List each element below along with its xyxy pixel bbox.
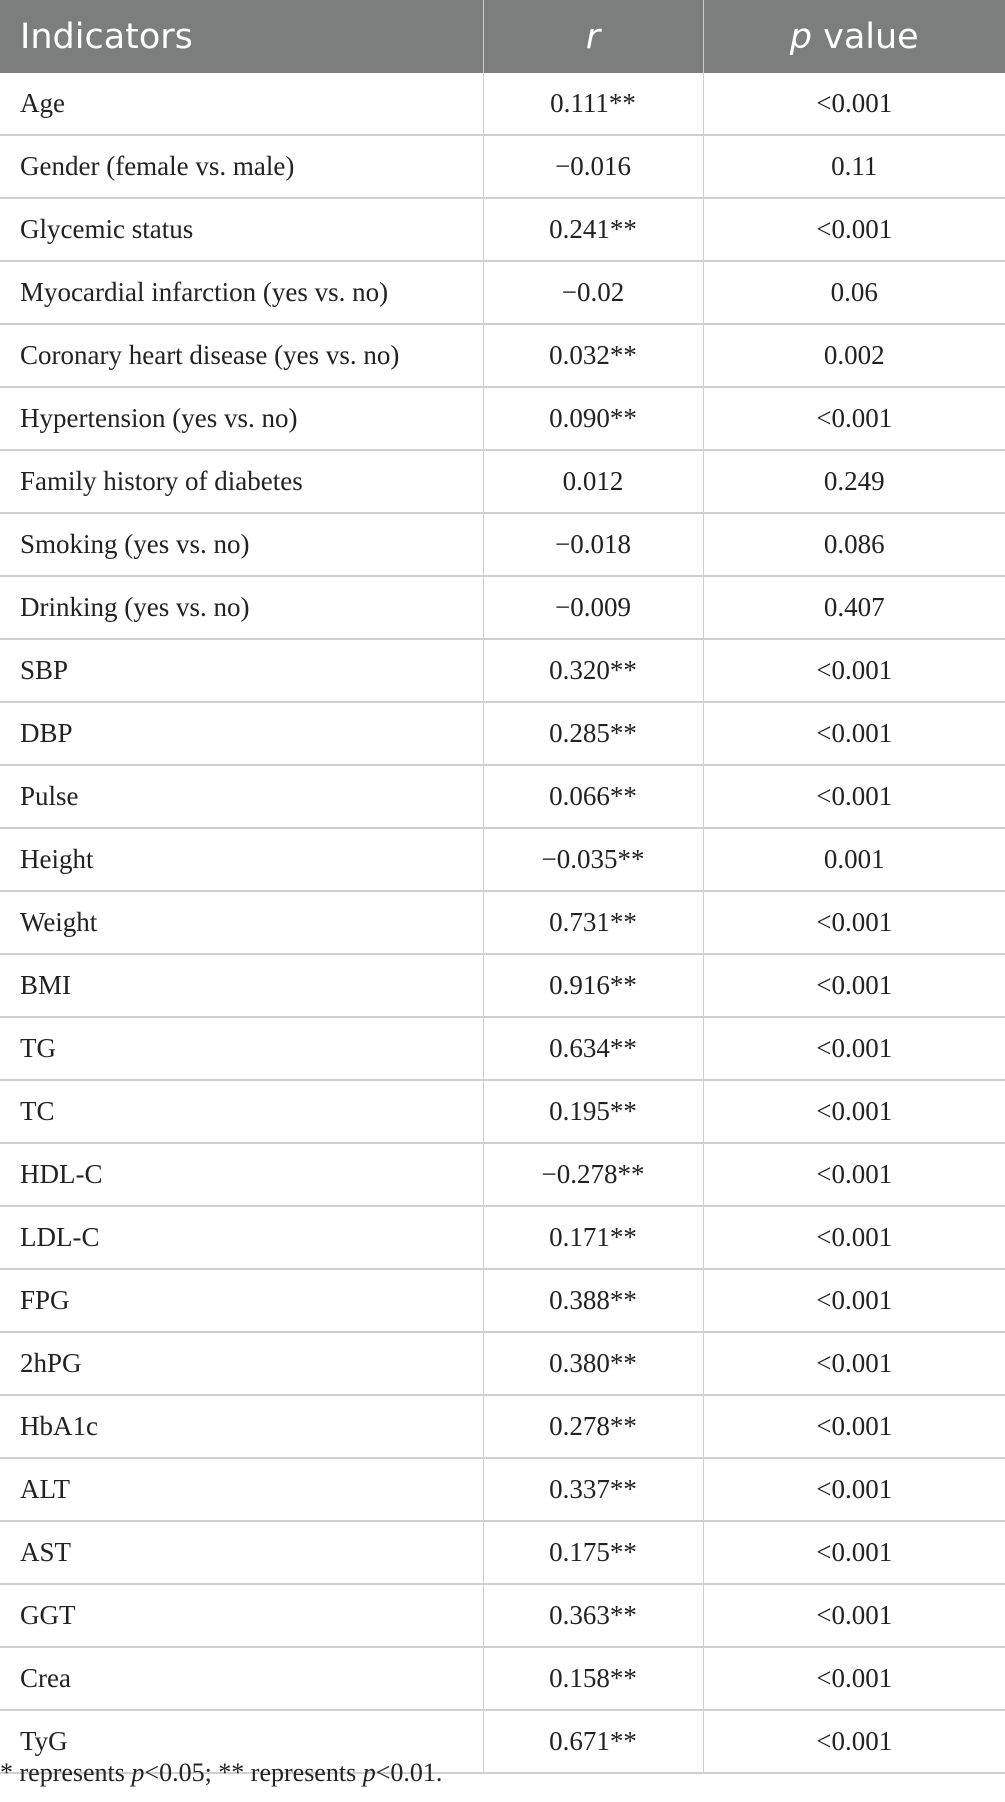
table-row — [0, 1395, 1005, 1458]
cell-p-value: <0.001 — [703, 1269, 1005, 1332]
cell-p-value: <0.001 — [703, 1206, 1005, 1269]
cell-r: 0.380** — [483, 1332, 703, 1395]
cell-p-value: <0.001 — [703, 1080, 1005, 1143]
cell-r: −0.009 — [483, 576, 703, 639]
cell-r: 0.012 — [483, 450, 703, 513]
cell-p-value: <0.001 — [703, 1017, 1005, 1080]
cell-p-value: 0.001 — [703, 828, 1005, 891]
table-row — [0, 1080, 1005, 1143]
cell-indicator: Smoking (yes vs. no) — [0, 513, 483, 576]
cell-indicator: ALT — [0, 1458, 483, 1521]
table-row — [0, 891, 1005, 954]
cell-r: 0.388** — [483, 1269, 703, 1332]
cell-r: 0.241** — [483, 198, 703, 261]
cell-r: −0.278** — [483, 1143, 703, 1206]
cell-p-value: <0.001 — [703, 891, 1005, 954]
cell-r: 0.032** — [483, 324, 703, 387]
cell-indicator: HbA1c — [0, 1395, 483, 1458]
cell-p-value: 0.002 — [703, 324, 1005, 387]
cell-indicator: HDL-C — [0, 1143, 483, 1206]
table-row — [0, 1143, 1005, 1206]
cell-p-value: 0.11 — [703, 135, 1005, 198]
cell-p-value: <0.001 — [703, 1395, 1005, 1458]
cell-p-value: 0.249 — [703, 450, 1005, 513]
cell-indicator: Gender (female vs. male) — [0, 135, 483, 198]
cell-indicator: Glycemic status — [0, 198, 483, 261]
cell-indicator: Myocardial infarction (yes vs. no) — [0, 261, 483, 324]
table-row — [0, 198, 1005, 261]
table-row — [0, 639, 1005, 702]
cell-r: 0.090** — [483, 387, 703, 450]
table-body — [0, 73, 1005, 1773]
header-r-symbol: r — [585, 16, 601, 57]
cell-p-value: 0.407 — [703, 576, 1005, 639]
cell-indicator: SBP — [0, 639, 483, 702]
footnote-p1: p — [131, 1758, 145, 1787]
footnote-p2: p — [362, 1758, 376, 1787]
cell-p-value: <0.001 — [703, 954, 1005, 1017]
cell-r: 0.195** — [483, 1080, 703, 1143]
cell-p-value: <0.001 — [703, 639, 1005, 702]
header-indicators: Indicators — [0, 0, 483, 73]
cell-indicator: Coronary heart disease (yes vs. no) — [0, 324, 483, 387]
footnote-part2: <0.05; ** represents — [144, 1758, 363, 1787]
cell-r: 0.171** — [483, 1206, 703, 1269]
table-row — [0, 576, 1005, 639]
cell-p-value: <0.001 — [703, 1710, 1005, 1773]
table-row — [0, 73, 1005, 135]
table-row — [0, 135, 1005, 198]
cell-r: 0.111** — [483, 73, 703, 135]
table-row — [0, 450, 1005, 513]
cell-indicator: Drinking (yes vs. no) — [0, 576, 483, 639]
cell-r: 0.320** — [483, 639, 703, 702]
header-p-symbol: p — [789, 16, 812, 57]
table-row — [0, 1521, 1005, 1584]
table-row — [0, 513, 1005, 576]
cell-indicator: 2hPG — [0, 1332, 483, 1395]
cell-r: −0.018 — [483, 513, 703, 576]
cell-indicator: GGT — [0, 1584, 483, 1647]
cell-r: 0.916** — [483, 954, 703, 1017]
cell-indicator: TC — [0, 1080, 483, 1143]
footnote-part3: <0.01. — [375, 1758, 443, 1787]
table-row — [0, 261, 1005, 324]
table-row — [0, 1017, 1005, 1080]
cell-p-value: <0.001 — [703, 73, 1005, 135]
table-row — [0, 1584, 1005, 1647]
table-footnote — [0, 1758, 442, 1788]
cell-r: −0.02 — [483, 261, 703, 324]
cell-p-value: <0.001 — [703, 702, 1005, 765]
cell-indicator: FPG — [0, 1269, 483, 1332]
cell-indicator: Height — [0, 828, 483, 891]
cell-indicator: Age — [0, 73, 483, 135]
cell-indicator: AST — [0, 1521, 483, 1584]
cell-p-value: <0.001 — [703, 1647, 1005, 1710]
cell-p-value: <0.001 — [703, 765, 1005, 828]
cell-indicator: Pulse — [0, 765, 483, 828]
table-row — [0, 324, 1005, 387]
cell-p-value: <0.001 — [703, 1143, 1005, 1206]
table-row — [0, 1269, 1005, 1332]
table-row — [0, 1332, 1005, 1395]
table-row — [0, 1647, 1005, 1710]
cell-p-value: 0.06 — [703, 261, 1005, 324]
table-row — [0, 765, 1005, 828]
cell-r: 0.671** — [483, 1710, 703, 1773]
cell-indicator: DBP — [0, 702, 483, 765]
header-p-value-label: value — [811, 16, 919, 57]
cell-r: −0.016 — [483, 135, 703, 198]
header-r — [483, 0, 703, 73]
table-header — [0, 0, 1005, 73]
cell-p-value: <0.001 — [703, 1584, 1005, 1647]
cell-p-value: <0.001 — [703, 1458, 1005, 1521]
cell-r: 0.337** — [483, 1458, 703, 1521]
cell-r: 0.363** — [483, 1584, 703, 1647]
cell-indicator: Weight — [0, 891, 483, 954]
footnote-part1: * represents — [0, 1758, 132, 1787]
cell-p-value: <0.001 — [703, 198, 1005, 261]
cell-indicator: TyG — [0, 1710, 483, 1773]
cell-indicator: Family history of diabetes — [0, 450, 483, 513]
cell-r: 0.285** — [483, 702, 703, 765]
table-row — [0, 828, 1005, 891]
cell-r: 0.731** — [483, 891, 703, 954]
cell-r: 0.278** — [483, 1395, 703, 1458]
cell-indicator: Crea — [0, 1647, 483, 1710]
header-row — [0, 0, 1005, 73]
cell-p-value: <0.001 — [703, 387, 1005, 450]
table-row — [0, 1206, 1005, 1269]
cell-r: 0.634** — [483, 1017, 703, 1080]
header-p-value — [703, 0, 1005, 73]
cell-p-value: 0.086 — [703, 513, 1005, 576]
cell-p-value: <0.001 — [703, 1521, 1005, 1584]
cell-indicator: TG — [0, 1017, 483, 1080]
table-row — [0, 387, 1005, 450]
cell-r: 0.066** — [483, 765, 703, 828]
cell-indicator: BMI — [0, 954, 483, 1017]
table-row — [0, 1458, 1005, 1521]
cell-p-value: <0.001 — [703, 1332, 1005, 1395]
table-row — [0, 702, 1005, 765]
cell-indicator: Hypertension (yes vs. no) — [0, 387, 483, 450]
cell-r: 0.158** — [483, 1647, 703, 1710]
table-row — [0, 954, 1005, 1017]
cell-indicator: LDL-C — [0, 1206, 483, 1269]
cell-r: 0.175** — [483, 1521, 703, 1584]
cell-r: −0.035** — [483, 828, 703, 891]
